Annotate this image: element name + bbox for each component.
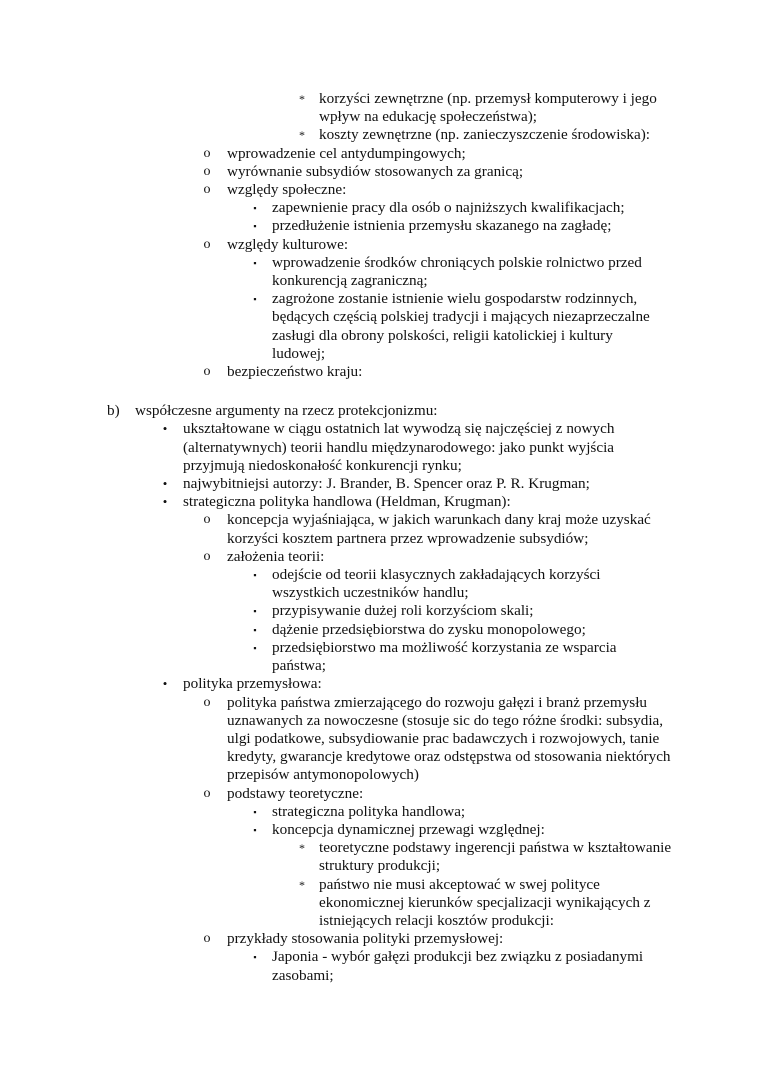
list-item-text: najwybitniejsi autorzy: J. Brander, B. Spencer oraz P. R. Krugman; <box>183 475 590 493</box>
circle-bullet: o <box>203 512 211 528</box>
list-item <box>0 511 760 547</box>
list-item-text: zapewnienie pracy dla osób o najniższych kwalifikacjach; <box>272 199 625 217</box>
asterisk-bullet: * <box>299 841 305 856</box>
list-item-text: polityka państwa zmierzającego do rozwoju gałęzi i branż przemysłu uznawanych za nowoczesne (stosuje sic do tego różne środki: subsydia, ulgi podatkowe, subsydiowanie prac badawczych i rozwojowych, tanie kredyty, gwarancje kredytowe oraz odstępstwa od stosowania niektórych przepisów antymonopolowych) <box>227 693 671 784</box>
document-page <box>0 90 760 985</box>
list-item <box>0 290 760 363</box>
list-item-text: strategiczna polityka handlowa (Heldman, Krugman): <box>183 493 511 511</box>
section-heading-text: współczesne argumenty na rzecz protekcjonizmu: <box>135 402 438 420</box>
list-item <box>0 126 760 144</box>
list-item-text: wprowadzenie cel antydumpingowych; <box>227 144 466 162</box>
circle-bullet: o <box>203 145 211 161</box>
list-item <box>0 602 760 620</box>
dot-bullet: • <box>162 421 168 437</box>
list-item-text: zagrożone zostanie istnienie wielu gospodarstw rodzinnych, będących częścią polskiej tradycji i mających niezaprzeczalne zasługi dla obrony polskości, religii katolickiej i kultury ludowej; <box>272 290 650 362</box>
list-item-text: dążenie przedsiębiorstwa do zysku monopolowego; <box>272 620 586 638</box>
asterisk-bullet: * <box>299 877 305 892</box>
circle-bullet: o <box>203 182 211 198</box>
section-letter: b) <box>107 402 120 420</box>
circle-bullet: o <box>203 236 211 252</box>
list-item-text: przedłużenie istnienia przemysłu skazanego na zagładę; <box>272 217 612 235</box>
list-item <box>0 254 760 290</box>
list-item <box>0 145 760 163</box>
list-item-text: korzyści zewnętrzne (np. przemysł komputerowy i jego wpływ na edukację społeczeństwa); <box>319 90 657 126</box>
list-item-text: państwo nie musi akceptować w swej polityce ekonomicznej kierunków specjalizacji wynikających z istniejących relacji kosztów produkcji: <box>319 875 651 929</box>
list-item <box>0 948 760 984</box>
list-item <box>0 420 760 475</box>
square-bullet: ▪ <box>253 806 257 817</box>
circle-bullet: o <box>203 364 211 380</box>
list-item <box>0 621 760 639</box>
list-item <box>0 181 760 199</box>
list-item <box>0 785 760 803</box>
square-bullet: ▪ <box>253 203 257 214</box>
list-item <box>0 930 760 948</box>
list-item <box>0 475 760 493</box>
square-bullet: ▪ <box>253 952 257 963</box>
list-item <box>0 163 760 181</box>
list-item <box>0 90 760 126</box>
square-bullet: ▪ <box>253 824 257 835</box>
square-bullet: ▪ <box>253 642 257 653</box>
list-item <box>0 236 760 254</box>
list-item-text: przykłady stosowania polityki przemysłowej: <box>227 930 504 948</box>
list-item <box>0 803 760 821</box>
list-item <box>0 493 760 511</box>
circle-bullet: o <box>203 548 211 564</box>
list-item-text: założenia teorii: <box>227 547 325 565</box>
list-item-text: koncepcja wyjaśniająca, w jakich warunkach dany kraj może uzyskać korzyści kosztem partnera przez wprowadzenie subsydiów; <box>227 511 651 547</box>
list-item <box>0 217 760 235</box>
list-item <box>0 639 760 675</box>
square-bullet: ▪ <box>253 257 257 268</box>
circle-bullet: o <box>203 163 211 179</box>
list-item <box>0 363 760 381</box>
list-item-text: odejście od teorii klasycznych zakładających korzyści wszystkich uczestników handlu; <box>272 566 601 602</box>
list-item <box>0 548 760 566</box>
list-item <box>0 566 760 602</box>
list-item <box>0 675 760 693</box>
list-item-text: wprowadzenie środków chroniących polskie rolnictwo przed konkurencją zagraniczną; <box>272 253 642 290</box>
list-item-text: koszty zewnętrzne (np. zanieczyszczenie środowiska): <box>319 126 651 144</box>
list-item <box>0 876 760 931</box>
square-bullet: ▪ <box>253 294 257 305</box>
square-bullet: ▪ <box>253 570 257 581</box>
list-item-text: podstawy teoretyczne: <box>227 784 364 802</box>
list-item-text: względy społeczne: <box>227 181 347 199</box>
circle-bullet: o <box>203 694 211 710</box>
circle-bullet: o <box>203 785 211 801</box>
list-item-text: polityka przemysłowa: <box>183 675 322 693</box>
asterisk-bullet: * <box>299 128 305 143</box>
dot-bullet: • <box>162 494 168 510</box>
list-item-text: względy kulturowe: <box>227 235 349 253</box>
list-item-text: przedsiębiorstwo ma możliwość korzystania ze wsparcia państwa; <box>272 638 617 675</box>
list-item-text: teoretyczne podstawy ingerencji państwa w kształtowanie struktury produkcji; <box>319 839 672 875</box>
list-item <box>0 839 760 875</box>
square-bullet: ▪ <box>253 624 257 635</box>
list-item <box>0 821 760 839</box>
list-item-text: przypisywanie dużej roli korzyściom skali; <box>272 602 534 620</box>
list-item-text: strategiczna polityka handlowa; <box>272 802 466 820</box>
list-item-text: ukształtowane w ciągu ostatnich lat wywodzą się najczęściej z nowych (alternatywnych) teorii handlu międzynarodowego: jako punkt wyjścia przyjmują niedoskonałość konkurencji rynku; <box>183 420 615 474</box>
list-item-text: koncepcja dynamicznej przewagi względnej: <box>272 820 545 838</box>
square-bullet: ▪ <box>253 606 257 617</box>
asterisk-bullet: * <box>299 92 305 106</box>
section-heading <box>0 402 760 420</box>
list-item-text: wyrównanie subsydiów stosowanych za granicą; <box>227 162 524 180</box>
list-item <box>0 694 760 785</box>
list-item-text: Japonia - wybór gałęzi produkcji bez związku z posiadanymi zasobami; <box>272 948 644 984</box>
dot-bullet: • <box>162 476 168 492</box>
list-item-text: bezpieczeństwo kraju: <box>227 363 363 381</box>
section-spacer <box>0 381 760 402</box>
square-bullet: ▪ <box>253 221 257 232</box>
circle-bullet: o <box>203 931 211 947</box>
dot-bullet: • <box>162 676 168 692</box>
list-item <box>0 199 760 217</box>
